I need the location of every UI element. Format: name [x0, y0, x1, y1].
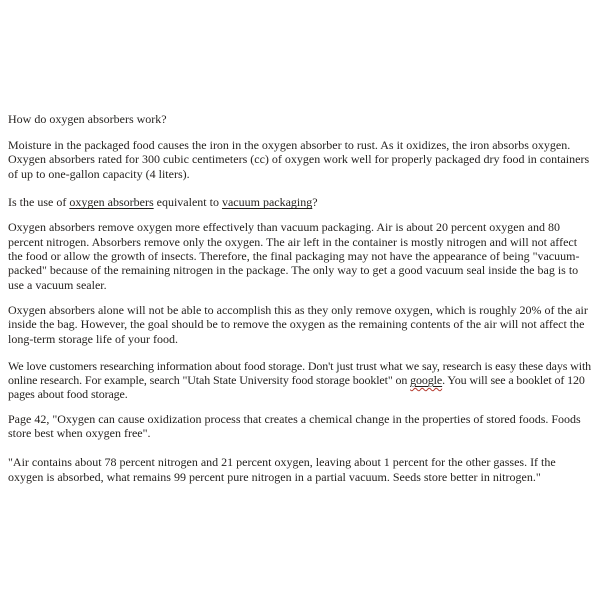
paragraph-text: We love customers researching information about food storage. Don't just trust what we say, research is easy these days with online research. For example, search "Utah State University food storage booklet" on [8, 358, 592, 387]
term-google-squiggle: google [410, 372, 443, 387]
heading-text: Is the use of [8, 195, 70, 210]
heading-text: ? [312, 195, 318, 210]
paragraph-research-recommendation [8, 359, 592, 402]
heading-text: equivalent to [153, 195, 222, 210]
term-oxygen-absorbers: oxygen absorbers [69, 195, 154, 210]
paragraph-absorbers-goal: Oxygen absorbers alone will not be able to accomplish this as they only remove oxygen, which is roughly 20% of the air inside the bag. However, the goal should be to remove the oxygen as the remaining contents of the air will not affect the long-term storage life of your food. [8, 302, 588, 346]
heading-absorbers-vs-vacuum-packaging [8, 195, 592, 209]
paragraph-absorbers-vs-vacuum: Oxygen absorbers remove oxygen more effectively than vacuum packaging. Air is about 20 percent oxygen and 80 percent nitrogen. Absorbers remove only the oxygen. The air left in the container is mostly nitrogen and will not affect the food or allow the growth of insects. Therefore, the final packaging may not have the appearance of being "vacuum-packed" because of the remaining nitrogen in the package. The only way to get a good vacuum seal inside the bag is to use a vacuum sealer. [8, 220, 580, 292]
term-vacuum-packaging: vacuum packaging [221, 195, 313, 210]
paragraph-page42-quote: Page 42, "Oxygen can cause oxidization process that creates a chemical change in the properties of stored foods. Foods store best when oxygen free". [8, 411, 581, 441]
paragraph-moisture-causes-rust: Moisture in the packaged food causes the iron in the oxygen absorber to rust. As it oxidizes, the iron absorbs oxygen. Oxygen absorbers rated for 300 cubic centimeters (cc) of oxygen work well for properly packaged dry food in containers of up to one-gallon capacity (4 liters). [8, 137, 590, 181]
paragraph-air-composition-quote: "Air contains about 78 percent nitrogen and 21 percent oxygen, leaving about 1 percent for the other gasses. If the oxygen is absorbed, what remains 99 percent pure nitrogen in a partial vacuum. Seeds store better in nitrogen." [8, 455, 556, 484]
paragraph-text: . You will see a booklet of 120 pages about food storage. [8, 372, 585, 402]
term-google [410, 373, 442, 387]
heading-how-do-oxygen-absorbers-work: How do oxygen absorbers work? [8, 112, 167, 126]
